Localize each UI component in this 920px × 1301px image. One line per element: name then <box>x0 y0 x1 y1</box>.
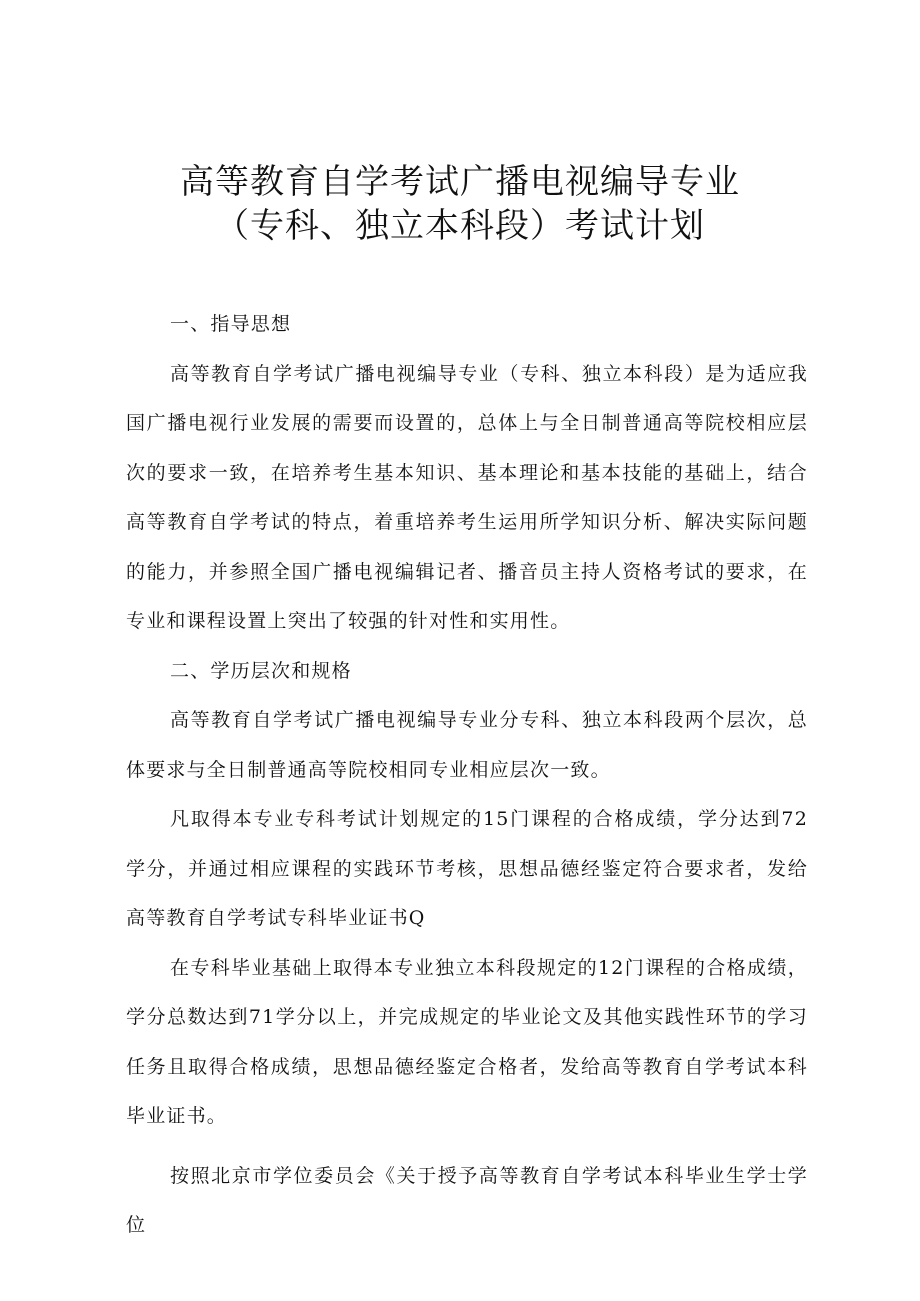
section1-heading: 一、指导思想 <box>170 313 292 335</box>
document-body <box>126 300 808 1251</box>
paragraph-gap <box>126 1142 808 1152</box>
section2-heading: 二、学历层次和规格 <box>170 659 352 682</box>
section2-paragraph-diploma: 凡取得本专业专科考试计划规定的15门课程的合格成绩，学分达到72学分，并通过相应课程的实践环节考核，思想品德经鉴定符合要求者，发给高等教育自学考试专科毕业证书Q <box>126 808 808 929</box>
section2-paragraph-degree: 按照北京市学位委员会《关于授予高等教育自学考试本科毕业生学士学位 <box>126 1164 808 1236</box>
section2-paragraph-levels: 高等教育自学考试广播电视编导专业分专科、独立本科段两个层次，总体要求与全日制普通高等院校相同专业相应层次一致。 <box>126 709 808 781</box>
document-title-line1: 高等教育自学考试广播电视编导专业 <box>180 162 740 202</box>
section1-paragraph: 高等教育自学考试广播电视编导专业（专科、独立本科段）是为适应我国广播电视行业发展的需要而设置的，总体上与全日制普通高等院校相应层次的要求一致，在培养考生基本知识、基本理论和基本技能的基础上，结合高等教育自学考试的特点，着重培养考生运用所学知识分析、解决实际问题的能力，并参照全国广播电视编辑记者、播音员主持人资格考试的要求，在专业和课程设置上突出了较强的针对性和实用性。 <box>126 362 808 632</box>
document-title-line2: （专科、独立本科段）考试计划 <box>215 206 705 246</box>
section2-paragraph-bachelor: 在专科毕业基础上取得本专业独立本科段规定的12门课程的合格成绩，学分总数达到71学分以上，并完成规定的毕业论文及其他实践性环节的学习任务且取得合格成绩，思想品德经鉴定合格者，发给高等教育自学考试本科毕业证书。 <box>126 956 808 1127</box>
